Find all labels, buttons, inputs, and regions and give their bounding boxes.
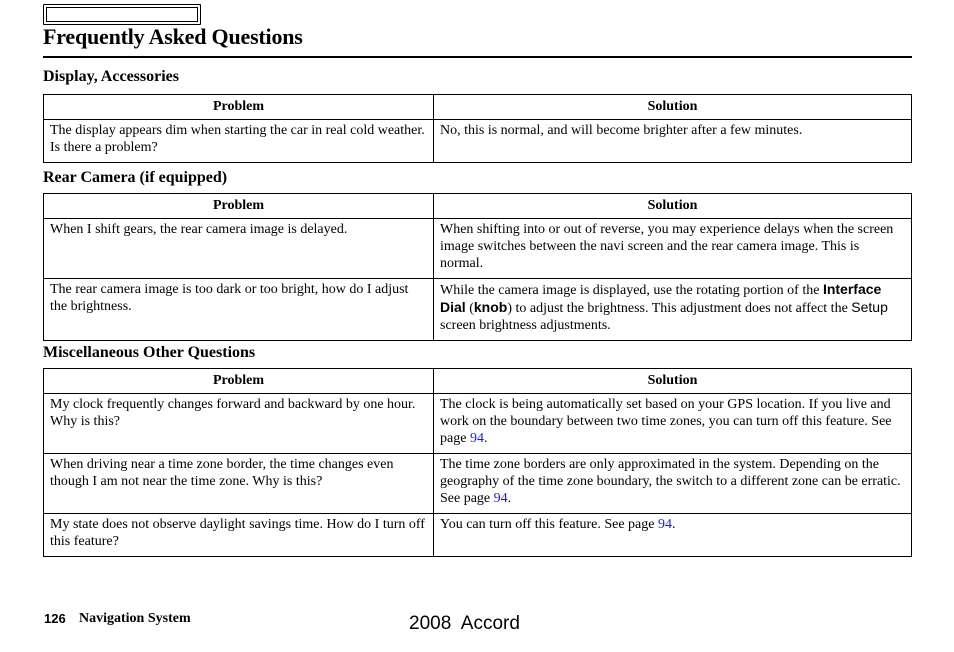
problem-header: Problem bbox=[44, 369, 434, 394]
problem-header: Problem bbox=[44, 194, 434, 219]
solution-text: While the camera image is displayed, use the rotating portion of the bbox=[440, 283, 823, 298]
solution-text: You can turn off this feature. See page bbox=[440, 517, 658, 532]
table-header-row bbox=[44, 95, 912, 120]
solution-text: The clock is being automatically set based on your GPS location. If you live and work on the boundary between two time zones, you can turn off this feature. See page bbox=[440, 397, 892, 446]
table-row bbox=[44, 454, 912, 514]
table-row bbox=[44, 279, 912, 341]
page-ref-link[interactable]: 94 bbox=[469, 431, 484, 446]
solution-text: ) to adjust the brightness. This adjustment does not affect the bbox=[507, 301, 852, 316]
footer-label: Navigation System bbox=[79, 611, 191, 626]
table-row bbox=[44, 394, 912, 454]
solution-text: . bbox=[507, 491, 512, 506]
solution-text: screen brightness adjustments. bbox=[440, 318, 611, 333]
problem-cell: My state does not observe daylight savings time. How do I turn off this feature? bbox=[44, 514, 434, 557]
page-ref-link[interactable]: 94 bbox=[493, 491, 508, 506]
solution-cell: No, this is normal, and will become brighter after a few minutes. bbox=[434, 120, 912, 163]
section-heading-camera: Rear Camera (if equipped) bbox=[43, 169, 228, 186]
section-heading-display: Display, Accessories bbox=[43, 68, 179, 85]
solution-text: . bbox=[483, 431, 488, 446]
problem-header: Problem bbox=[44, 95, 434, 120]
solution-cell bbox=[434, 454, 912, 514]
problem-cell: The rear camera image is too dark or too bright, how do I adjust the brightness. bbox=[44, 279, 434, 341]
solution-header: Solution bbox=[434, 95, 912, 120]
problem-cell: The display appears dim when starting the car in real cold weather. Is there a problem? bbox=[44, 120, 434, 163]
table-row bbox=[44, 120, 912, 163]
title-divider bbox=[43, 56, 912, 58]
solution-header: Solution bbox=[434, 194, 912, 219]
page-ref-link[interactable]: 94 bbox=[657, 517, 672, 532]
footer-model: 2008 Accord bbox=[409, 613, 520, 634]
knob-term: knob bbox=[473, 299, 508, 315]
section-tab-box bbox=[43, 4, 201, 25]
page-number: 126 bbox=[44, 611, 66, 626]
page-title: Frequently Asked Questions bbox=[43, 24, 303, 49]
solution-text: ( bbox=[465, 301, 474, 316]
solution-cell bbox=[434, 279, 912, 341]
faq-table-misc bbox=[43, 368, 912, 557]
table-row bbox=[44, 514, 912, 557]
setup-term: Setup bbox=[851, 299, 888, 315]
table-header-row bbox=[44, 369, 912, 394]
problem-cell: My clock frequently changes forward and backward by one hour. Why is this? bbox=[44, 394, 434, 454]
solution-header: Solution bbox=[434, 369, 912, 394]
faq-table-camera bbox=[43, 193, 912, 341]
solution-cell bbox=[434, 394, 912, 454]
table-header-row bbox=[44, 194, 912, 219]
section-heading-misc: Miscellaneous Other Questions bbox=[43, 344, 256, 361]
interface-dial-term: Interface Dial bbox=[440, 281, 882, 315]
solution-cell bbox=[434, 514, 912, 557]
table-row bbox=[44, 219, 912, 279]
solution-cell: When shifting into or out of reverse, you may experience delays when the screen image switches between the navi screen and the rear camera image. This is normal. bbox=[434, 219, 912, 279]
faq-table-display bbox=[43, 94, 912, 163]
problem-cell: When I shift gears, the rear camera image is delayed. bbox=[44, 219, 434, 279]
solution-text: The time zone borders are only approximated in the system. Depending on the geography of the time zone boundary, the switch to a different zone can be erratic. See page bbox=[440, 457, 901, 506]
problem-cell: When driving near a time zone border, the time changes even though I am not near the time zone. Why is this? bbox=[44, 454, 434, 514]
solution-text: . bbox=[671, 517, 676, 532]
